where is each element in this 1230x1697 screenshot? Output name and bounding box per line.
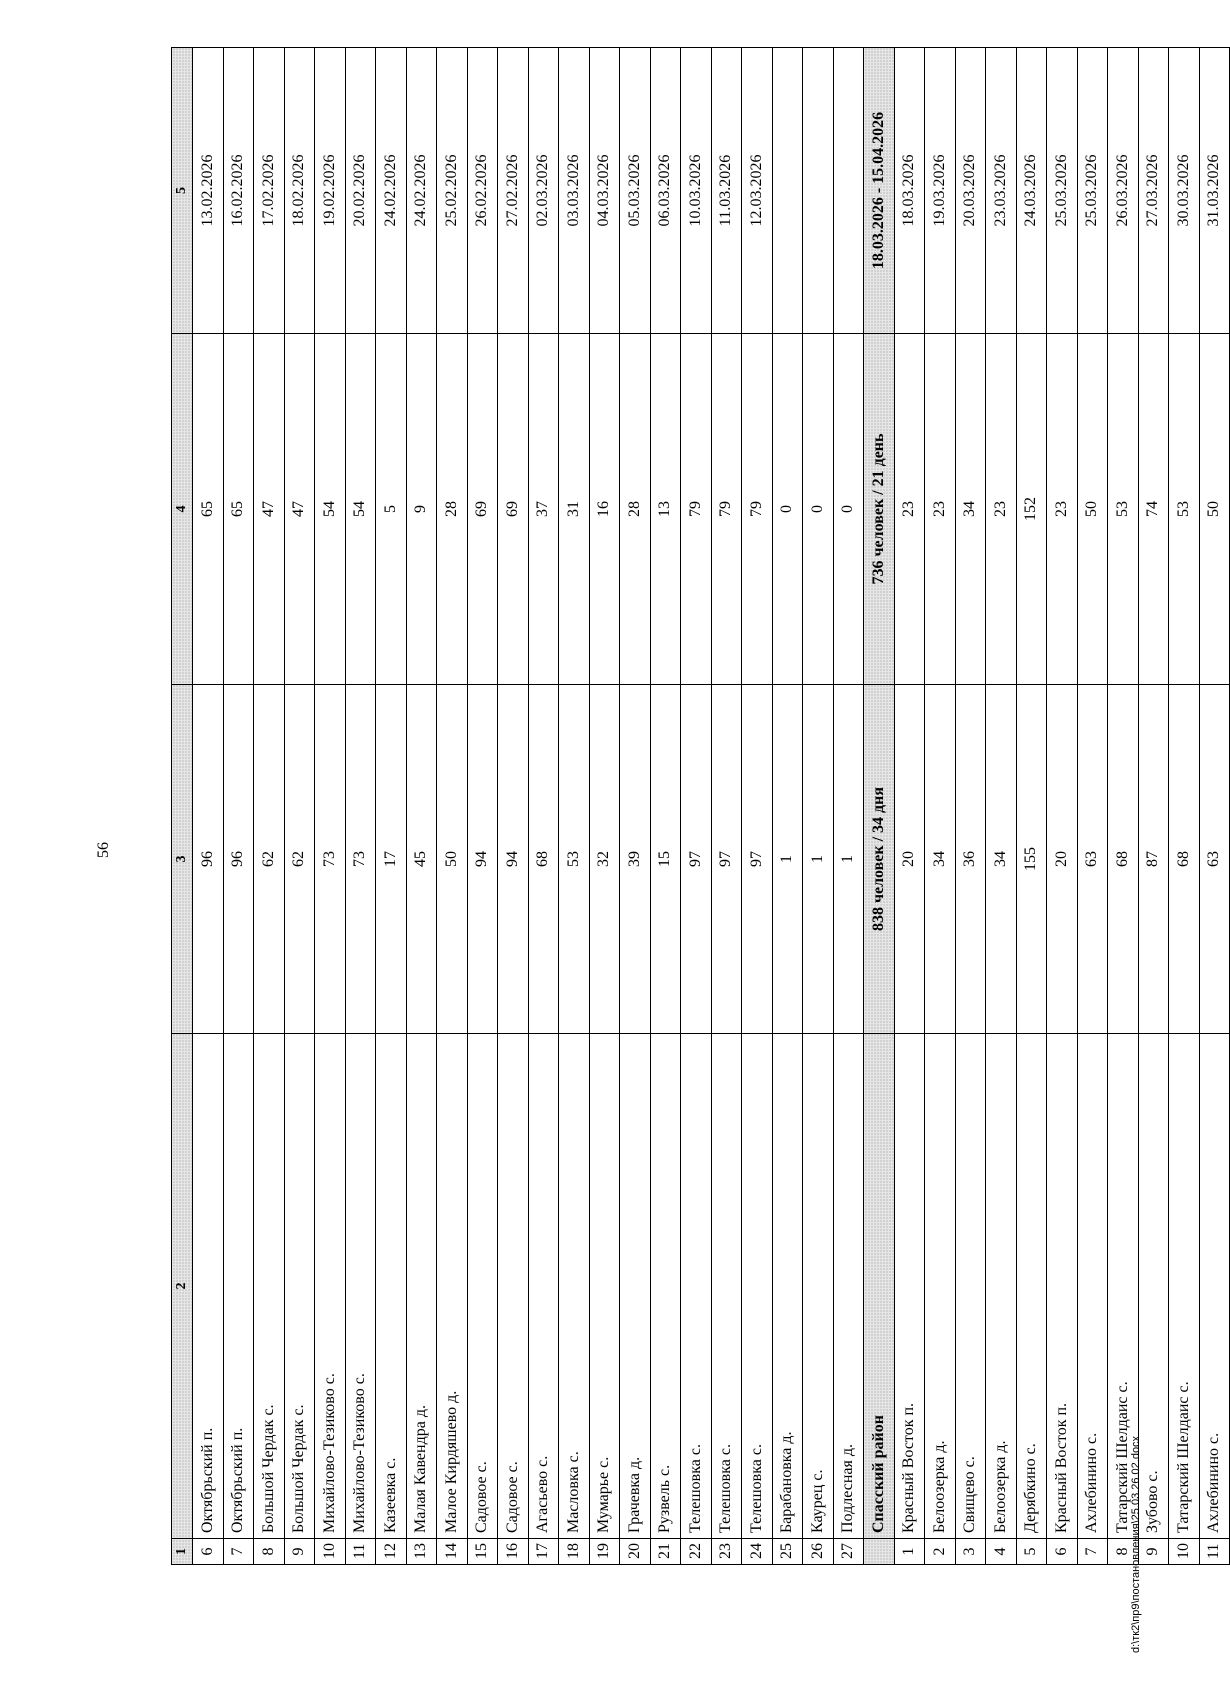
row-number-cell: 18	[559, 1539, 590, 1565]
value-col4-cell: 53	[1108, 334, 1139, 685]
row-number-cell: 16	[498, 1539, 529, 1565]
value-col3-cell: 87	[1138, 685, 1169, 1034]
date-cell: 26.03.2026	[1108, 48, 1139, 334]
settlement-cell: Мумарье с.	[589, 1034, 620, 1539]
footer-file-path: d:\тк2\пр9\постановления\25.03.26.02.docx	[1130, 1435, 1142, 1653]
settlement-cell: Барабановка д.	[772, 1034, 803, 1539]
value-col3-cell: 97	[711, 685, 742, 1034]
date-cell: 25.02.2026	[437, 48, 468, 334]
table-row	[620, 48, 651, 1565]
settlement-cell: Телешовка с.	[681, 1034, 712, 1539]
row-number-cell: 17	[528, 1539, 559, 1565]
value-col3-cell: 97	[742, 685, 773, 1034]
row-number-cell: 12	[376, 1539, 407, 1565]
value-col3-cell: 97	[681, 685, 712, 1034]
value-col3-cell: 20	[1047, 685, 1078, 1034]
row-number-cell: 6	[193, 1539, 224, 1565]
table-row	[833, 48, 864, 1565]
table-row	[498, 48, 529, 1565]
table-row	[284, 48, 315, 1565]
settlement-cell: Белоозерка д.	[925, 1034, 956, 1539]
value-col4-cell: 31	[559, 334, 590, 685]
row-number-cell: 27	[833, 1539, 864, 1565]
table-row	[1077, 48, 1108, 1565]
value-col4-cell: 23	[1047, 334, 1078, 685]
value-col4-cell: 50	[1199, 334, 1230, 685]
value-col4-cell: 69	[467, 334, 498, 685]
date-cell: 27.03.2026	[1138, 48, 1169, 334]
settlement-cell: Белоозерка д.	[986, 1034, 1017, 1539]
settlement-cell: Казеевка с.	[376, 1034, 407, 1539]
value-col4-cell: 5	[376, 334, 407, 685]
settlement-cell: Ахлебинино с.	[1199, 1034, 1230, 1539]
date-cell: 23.03.2026	[986, 48, 1017, 334]
row-number-cell: 2	[925, 1539, 956, 1565]
settlement-cell: Татарский Шелдаис с.	[1108, 1034, 1139, 1539]
settlement-cell: Октябрьский п.	[223, 1034, 254, 1539]
table-row	[1108, 48, 1139, 1565]
value-col4-cell: 9	[406, 334, 437, 685]
value-col3-cell: 20	[894, 685, 925, 1034]
value-col4-cell: 0	[833, 334, 864, 685]
value-col4-cell: 79	[681, 334, 712, 685]
date-cell: 24.02.2026	[406, 48, 437, 334]
row-number-cell: 7	[1077, 1539, 1108, 1565]
date-cell: 24.03.2026	[1016, 48, 1047, 334]
date-cell: 27.02.2026	[498, 48, 529, 334]
row-number-cell: 15	[467, 1539, 498, 1565]
value-col3-cell: 17	[376, 685, 407, 1034]
settlement-cell: Октябрьский п.	[193, 1034, 224, 1539]
table-row	[1138, 48, 1169, 1565]
date-cell	[803, 48, 834, 334]
value-col4-cell: 23	[925, 334, 956, 685]
value-col4-cell: 28	[620, 334, 651, 685]
settlement-cell: Большой Чердак с.	[284, 1034, 315, 1539]
row-number-cell: 11	[1199, 1539, 1230, 1565]
value-col3-cell: 62	[254, 685, 285, 1034]
settlement-cell: Садовое с.	[467, 1034, 498, 1539]
header-cell-1: 1	[172, 1539, 193, 1565]
date-cell: 26.02.2026	[467, 48, 498, 334]
value-col3-cell: 68	[1169, 685, 1200, 1034]
table-row	[528, 48, 559, 1565]
value-col3-cell: 36	[955, 685, 986, 1034]
value-col4-cell: 0	[772, 334, 803, 685]
table-row	[955, 48, 986, 1565]
date-cell	[833, 48, 864, 334]
district-summary-row	[864, 48, 895, 1565]
value-col3-cell: 155	[1016, 685, 1047, 1034]
table-row	[650, 48, 681, 1565]
row-number-cell: 10	[315, 1539, 346, 1565]
row-number-cell: 5	[1016, 1539, 1047, 1565]
value-col4-cell: 50	[1077, 334, 1108, 685]
row-number-cell: 26	[803, 1539, 834, 1565]
value-col4-cell: 74	[1138, 334, 1169, 685]
date-cell: 25.03.2026	[1047, 48, 1078, 334]
value-col4-cell: 34	[955, 334, 986, 685]
date-cell: 19.02.2026	[315, 48, 346, 334]
header-cell-4: 4	[172, 334, 193, 685]
value-col4-cell: 736 человек / 21 день	[864, 334, 895, 685]
date-cell: 18.02.2026	[284, 48, 315, 334]
date-cell: 20.03.2026	[955, 48, 986, 334]
date-cell: 05.03.2026	[620, 48, 651, 334]
date-cell: 25.03.2026	[1077, 48, 1108, 334]
row-number-cell: 20	[620, 1539, 651, 1565]
value-col4-cell: 0	[803, 334, 834, 685]
table-row	[193, 48, 224, 1565]
table-row	[467, 48, 498, 1565]
date-cell: 04.03.2026	[589, 48, 620, 334]
value-col4-cell: 53	[1169, 334, 1200, 685]
row-number-cell: 9	[284, 1539, 315, 1565]
date-cell: 24.02.2026	[376, 48, 407, 334]
table-row	[589, 48, 620, 1565]
table-row	[1199, 48, 1230, 1565]
header-cell-5: 5	[172, 48, 193, 334]
settlement-cell: Красный Восток п.	[1047, 1034, 1078, 1539]
date-cell: 19.03.2026	[925, 48, 956, 334]
date-cell: 03.03.2026	[559, 48, 590, 334]
table-row	[986, 48, 1017, 1565]
date-cell: 30.03.2026	[1169, 48, 1200, 334]
settlement-cell: Дерябкино с.	[1016, 1034, 1047, 1539]
table-row	[559, 48, 590, 1565]
value-col3-cell: 32	[589, 685, 620, 1034]
date-cell: 11.03.2026	[711, 48, 742, 334]
row-number-cell: 1	[894, 1539, 925, 1565]
header-cell-2: 2	[172, 1034, 193, 1539]
value-col3-cell: 68	[528, 685, 559, 1034]
value-col4-cell: 65	[193, 334, 224, 685]
value-col4-cell: 152	[1016, 334, 1047, 685]
row-number-cell: 3	[955, 1539, 986, 1565]
value-col3-cell: 39	[620, 685, 651, 1034]
value-col3-cell: 96	[223, 685, 254, 1034]
value-col3-cell: 1	[772, 685, 803, 1034]
settlement-cell: Михайлово-Тезиково с.	[345, 1034, 376, 1539]
table-row	[254, 48, 285, 1565]
settlement-cell: Спасский район	[864, 1034, 895, 1539]
row-number-cell: 6	[1047, 1539, 1078, 1565]
value-col4-cell: 47	[254, 334, 285, 685]
schedule-table	[171, 47, 1230, 1565]
settlement-cell: Татарский Шелдаис с.	[1169, 1034, 1200, 1539]
value-col3-cell: 68	[1108, 685, 1139, 1034]
settlement-cell: Большой Чердак с.	[254, 1034, 285, 1539]
row-number-cell: 9	[1138, 1539, 1169, 1565]
value-col3-cell: 63	[1199, 685, 1230, 1034]
table-row	[376, 48, 407, 1565]
table-row	[681, 48, 712, 1565]
settlement-cell: Каурец с.	[803, 1034, 834, 1539]
header-cell-3: 3	[172, 685, 193, 1034]
settlement-cell: Рузвель с.	[650, 1034, 681, 1539]
value-col3-cell: 53	[559, 685, 590, 1034]
date-cell	[772, 48, 803, 334]
row-number-cell: 13	[406, 1539, 437, 1565]
row-number-cell: 19	[589, 1539, 620, 1565]
date-cell: 12.03.2026	[742, 48, 773, 334]
settlement-cell: Зубово с.	[1138, 1034, 1169, 1539]
settlement-cell: Грачевка д.	[620, 1034, 651, 1539]
value-col4-cell: 54	[315, 334, 346, 685]
value-col3-cell: 1	[833, 685, 864, 1034]
settlement-cell: Малая Кавендра д.	[406, 1034, 437, 1539]
value-col3-cell: 94	[467, 685, 498, 1034]
row-number-cell: 14	[437, 1539, 468, 1565]
table-row	[772, 48, 803, 1565]
row-number-cell	[864, 1539, 895, 1565]
date-cell: 16.02.2026	[223, 48, 254, 334]
value-col3-cell: 838 человек / 34 дня	[864, 685, 895, 1034]
row-number-cell: 21	[650, 1539, 681, 1565]
settlement-cell: Агасьево с.	[528, 1034, 559, 1539]
value-col3-cell: 1	[803, 685, 834, 1034]
date-cell: 10.03.2026	[681, 48, 712, 334]
value-col3-cell: 34	[986, 685, 1017, 1034]
value-col3-cell: 73	[315, 685, 346, 1034]
row-number-cell: 11	[345, 1539, 376, 1565]
table-row	[315, 48, 346, 1565]
row-number-cell: 4	[986, 1539, 1017, 1565]
date-cell: 17.02.2026	[254, 48, 285, 334]
table-row	[925, 48, 956, 1565]
settlement-cell: Свищево с.	[955, 1034, 986, 1539]
value-col3-cell: 94	[498, 685, 529, 1034]
table-row	[742, 48, 773, 1565]
settlement-cell: Красный Восток п.	[894, 1034, 925, 1539]
table-row	[345, 48, 376, 1565]
row-number-cell: 24	[742, 1539, 773, 1565]
row-number-cell: 23	[711, 1539, 742, 1565]
date-cell: 20.02.2026	[345, 48, 376, 334]
settlement-cell: Масловка с.	[559, 1034, 590, 1539]
date-cell: 06.03.2026	[650, 48, 681, 334]
value-col3-cell: 15	[650, 685, 681, 1034]
row-number-cell: 8	[254, 1539, 285, 1565]
table-body	[172, 48, 1230, 1565]
value-col3-cell: 96	[193, 685, 224, 1034]
table-row	[1169, 48, 1200, 1565]
value-col4-cell: 23	[894, 334, 925, 685]
row-number-cell: 25	[772, 1539, 803, 1565]
page-number: 56	[95, 842, 112, 858]
row-number-cell: 10	[1169, 1539, 1200, 1565]
settlement-cell: Ахлебинино с.	[1077, 1034, 1108, 1539]
value-col4-cell: 69	[498, 334, 529, 685]
value-col4-cell: 79	[742, 334, 773, 685]
table-row	[223, 48, 254, 1565]
value-col3-cell: 50	[437, 685, 468, 1034]
table-row	[711, 48, 742, 1565]
row-number-cell: 22	[681, 1539, 712, 1565]
table-row	[1016, 48, 1047, 1565]
value-col3-cell: 63	[1077, 685, 1108, 1034]
value-col3-cell: 73	[345, 685, 376, 1034]
settlement-cell: Михайлово-Тезиково с.	[315, 1034, 346, 1539]
date-cell: 13.02.2026	[193, 48, 224, 334]
settlement-cell: Малое Кирдяшево д.	[437, 1034, 468, 1539]
settlement-cell: Садовое с.	[498, 1034, 529, 1539]
value-col4-cell: 28	[437, 334, 468, 685]
table-row	[406, 48, 437, 1565]
value-col3-cell: 34	[925, 685, 956, 1034]
settlement-cell: Телешовка с.	[742, 1034, 773, 1539]
date-cell: 18.03.2026	[894, 48, 925, 334]
table-row	[894, 48, 925, 1565]
value-col4-cell: 23	[986, 334, 1017, 685]
date-cell: 02.03.2026	[528, 48, 559, 334]
value-col4-cell: 79	[711, 334, 742, 685]
value-col3-cell: 45	[406, 685, 437, 1034]
value-col4-cell: 37	[528, 334, 559, 685]
date-cell: 31.03.2026	[1199, 48, 1230, 334]
value-col4-cell: 65	[223, 334, 254, 685]
settlement-cell: Телешовка с.	[711, 1034, 742, 1539]
table-header-row	[172, 48, 193, 1565]
value-col3-cell: 62	[284, 685, 315, 1034]
table-row	[1047, 48, 1078, 1565]
settlement-cell: Подлесная д.	[833, 1034, 864, 1539]
row-number-cell: 8	[1108, 1539, 1139, 1565]
table-row	[803, 48, 834, 1565]
row-number-cell: 7	[223, 1539, 254, 1565]
value-col4-cell: 16	[589, 334, 620, 685]
value-col4-cell: 13	[650, 334, 681, 685]
value-col4-cell: 47	[284, 334, 315, 685]
table-row	[437, 48, 468, 1565]
value-col4-cell: 54	[345, 334, 376, 685]
date-cell: 18.03.2026 - 15.04.2026	[864, 48, 895, 334]
